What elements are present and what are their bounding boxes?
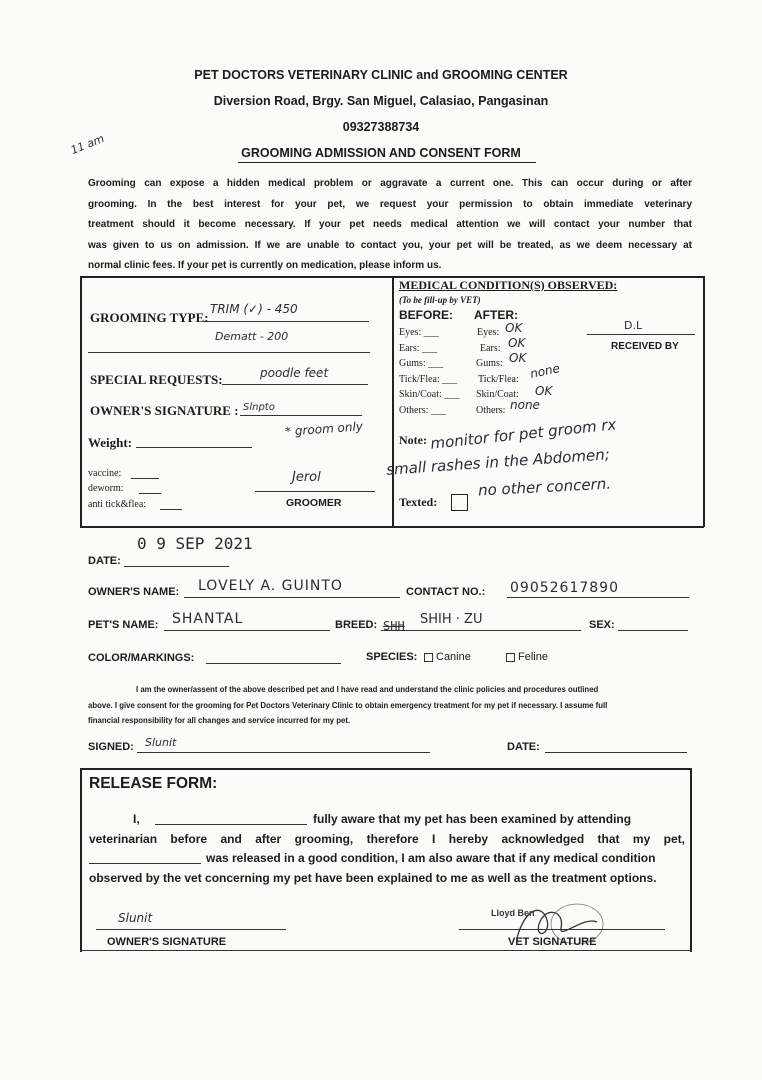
box-divider bbox=[392, 276, 394, 527]
groom-only-note: * groom only bbox=[284, 419, 364, 439]
grooming-type-line bbox=[203, 321, 369, 322]
signed-date-line bbox=[545, 752, 687, 753]
before-label: BEFORE: bbox=[399, 308, 453, 322]
after-eyes-value: OK bbox=[505, 321, 523, 335]
note-line-2: small rashes in the Abdomen; bbox=[385, 445, 611, 479]
intro-paragraph bbox=[88, 174, 692, 277]
release-owner-signature-line bbox=[96, 929, 286, 930]
owner-name-value: LOVELY A. GUINTO bbox=[198, 578, 343, 594]
after-others: Others: bbox=[476, 404, 506, 416]
release-owner-signature-label: OWNER'S SIGNATURE bbox=[107, 936, 227, 948]
groomer-line bbox=[255, 491, 375, 492]
before-ears: Ears: ___ bbox=[399, 342, 438, 354]
owner-signature-line bbox=[240, 415, 362, 416]
special-requests-value: poodle feet bbox=[260, 366, 329, 380]
received-initials: D.L bbox=[624, 319, 643, 332]
color-line bbox=[206, 663, 341, 664]
sex-label: SEX: bbox=[589, 619, 615, 631]
note-line-1: monitor for pet groom rx bbox=[429, 415, 618, 453]
pet-name-value: SHANTAL bbox=[172, 611, 244, 627]
groomer-label: GROOMER bbox=[286, 497, 342, 509]
texted-label: Texted: bbox=[399, 495, 438, 509]
vaccine-line bbox=[131, 478, 159, 479]
clinic-address: Diversion Road, Brgy. San Miguel, Calasiao, Pangasinan bbox=[213, 94, 549, 108]
before-eyes: Eyes: ___ bbox=[399, 327, 439, 338]
pet-name-line bbox=[164, 630, 330, 631]
consent-paragraph bbox=[88, 682, 692, 729]
intro-line: grooming. In the best interest for your pet, we request your permission to obtain immediate veterinary bbox=[88, 198, 692, 210]
grooming-type-line-2 bbox=[88, 352, 370, 353]
intro-line: treatment should it become necessary. If your pet needs medical attention we will contact your number that bbox=[88, 219, 692, 230]
release-paragraph bbox=[89, 810, 685, 888]
vet-signature-line bbox=[459, 929, 665, 930]
anti-tick-label: anti tick&flea: bbox=[88, 499, 147, 510]
signed-label: SIGNED: bbox=[88, 741, 134, 753]
consent-line: above. I give consent for the grooming for Pet Doctors Veterinary Clinic to obtain emergency treatment for my pet if necessary. I assume full bbox=[88, 700, 608, 710]
release-name-blank bbox=[155, 824, 307, 825]
intro-line: normal clinic fees. If your pet is currently on medication, please inform us. bbox=[88, 260, 442, 271]
color-markings-label: COLOR/MARKINGS: bbox=[88, 652, 195, 664]
release-top-border bbox=[80, 768, 692, 770]
vet-signature-label: VET SIGNATURE bbox=[508, 936, 597, 948]
vet-subtitle: (To be fill-up by VET) bbox=[399, 295, 481, 305]
date-stamp: 0 9 SEP 2021 bbox=[137, 534, 253, 553]
signed-line bbox=[137, 752, 430, 753]
after-gums: Gums: bbox=[476, 358, 503, 369]
note-line-3: no other concern. bbox=[477, 474, 612, 500]
breed-label: BREED: bbox=[335, 619, 378, 631]
owner-name-label: OWNER'S NAME: bbox=[88, 586, 180, 598]
release-bottom-line bbox=[80, 950, 692, 951]
species-label: SPECIES: bbox=[366, 651, 418, 663]
release-line-3-text: was released in a good condition, I am also aware that if any medical condition bbox=[206, 851, 656, 865]
after-tickflea: Tick/Flea: bbox=[478, 373, 519, 385]
date-line bbox=[124, 566, 229, 567]
release-owner-signature-value: Slunit bbox=[118, 911, 153, 925]
owner-signature-label: OWNER'S SIGNATURE : bbox=[90, 403, 239, 418]
signed-date-label: DATE: bbox=[507, 741, 540, 753]
date-label: DATE: bbox=[88, 555, 121, 567]
release-line-1 bbox=[89, 810, 685, 830]
received-line bbox=[587, 334, 695, 335]
pet-name-label: PET'S NAME: bbox=[88, 619, 159, 631]
after-skincoat: Skin/Coat: bbox=[476, 389, 519, 400]
grooming-type-value-trim: TRIM (✓) - 450 bbox=[210, 302, 298, 316]
after-gums-value: OK bbox=[509, 351, 527, 365]
weight-label: Weight: bbox=[88, 435, 133, 450]
breed-value: SHIH · ZU bbox=[420, 612, 483, 627]
contact-value: 09052617890 bbox=[510, 580, 619, 596]
feline-checkbox[interactable] bbox=[506, 653, 515, 662]
release-title: RELEASE FORM: bbox=[89, 775, 218, 792]
clinic-phone: 09327388734 bbox=[342, 120, 420, 134]
canine-checkbox[interactable] bbox=[424, 653, 433, 662]
grooming-type-value-dematt: Dematt - 200 bbox=[215, 330, 289, 343]
release-left-border bbox=[80, 768, 82, 952]
after-ears-value: OK bbox=[508, 336, 526, 350]
sex-line bbox=[618, 630, 688, 631]
special-requests-line bbox=[222, 384, 368, 385]
vaccine-label: vaccine: bbox=[88, 468, 122, 479]
special-requests-label: SPECIAL REQUESTS: bbox=[90, 372, 223, 387]
owner-signature-scribble: Slnpto bbox=[243, 402, 275, 413]
after-tickflea-value: none bbox=[528, 361, 562, 381]
consent-line: financial responsibility for all changes and service incurred for my pet. bbox=[88, 716, 351, 725]
grooming-type-label: GROOMING TYPE: bbox=[90, 310, 209, 325]
feline-label: Feline bbox=[518, 651, 548, 663]
after-label: AFTER: bbox=[474, 308, 518, 322]
groomer-name: Jerol bbox=[292, 470, 321, 485]
species-canine-option[interactable] bbox=[424, 651, 471, 663]
before-items bbox=[399, 325, 459, 418]
intro-line: Grooming can expose a hidden medical problem or aggravate a current one. This can occur during or after bbox=[88, 178, 692, 189]
after-eyes: Eyes: bbox=[477, 327, 500, 338]
consent-line: I am the owner/assent of the above described pet and I have read and understand the clinic policies and procedures outlined bbox=[136, 685, 599, 694]
after-skincoat-value: OK bbox=[535, 384, 553, 398]
box-left-border bbox=[80, 276, 82, 527]
release-i: I, bbox=[133, 812, 140, 826]
breed-strikeout: SHH bbox=[383, 619, 405, 633]
before-tickflea: Tick/Flea: ___ bbox=[399, 373, 458, 385]
species-feline-option[interactable] bbox=[506, 651, 548, 663]
vet-stamp-name: Lloyd Ben bbox=[491, 908, 535, 918]
form-title-underline bbox=[238, 162, 536, 163]
release-pet-blank bbox=[89, 863, 201, 864]
owner-name-line bbox=[184, 597, 400, 598]
release-right-border bbox=[690, 768, 692, 952]
breed-line bbox=[381, 630, 581, 631]
anti-tick-line bbox=[160, 509, 182, 510]
note-label: Note: bbox=[399, 433, 427, 447]
deworm-label: deworm: bbox=[88, 483, 124, 494]
deworm-line bbox=[139, 493, 161, 494]
box-right-border bbox=[703, 276, 705, 527]
release-line-4: observed by the vet concerning my pet have been explained to me as well as the treatment options. bbox=[89, 870, 657, 885]
contact-line bbox=[507, 597, 689, 598]
after-ears: Ears: bbox=[480, 342, 501, 354]
canine-label: Canine bbox=[436, 651, 471, 663]
release-line-1-text: fully aware that my pet has been examined by attending bbox=[313, 812, 632, 826]
medical-condition-title: MEDICAL CONDITION(S) OBSERVED: bbox=[399, 278, 618, 292]
form-title: GROOMING ADMISSION AND CONSENT FORM bbox=[241, 146, 521, 160]
received-by-label: RECEIVED BY bbox=[611, 341, 679, 352]
texted-checkbox[interactable] bbox=[451, 494, 468, 511]
contact-label: CONTACT NO.: bbox=[406, 586, 486, 598]
intro-line: was given to us on admission. If we are unable to contact you, your pet will be treated, as we deem necessary at bbox=[88, 239, 692, 251]
before-gums: Gums: ___ bbox=[399, 358, 444, 369]
release-line-3 bbox=[89, 849, 685, 869]
before-skincoat: Skin/Coat: ___ bbox=[399, 389, 460, 400]
margin-time-note: 11 am bbox=[68, 131, 107, 158]
after-others-value: none bbox=[510, 398, 540, 412]
clinic-name: PET DOCTORS VETERINARY CLINIC and GROOMING CENTER bbox=[194, 68, 568, 82]
weight-line bbox=[136, 447, 252, 448]
release-line-2: veterinarian before and after grooming, therefore I hereby acknowledged that my pet, bbox=[89, 831, 685, 846]
before-others: Others: ___ bbox=[399, 404, 446, 416]
signed-value: Slunit bbox=[145, 736, 177, 749]
